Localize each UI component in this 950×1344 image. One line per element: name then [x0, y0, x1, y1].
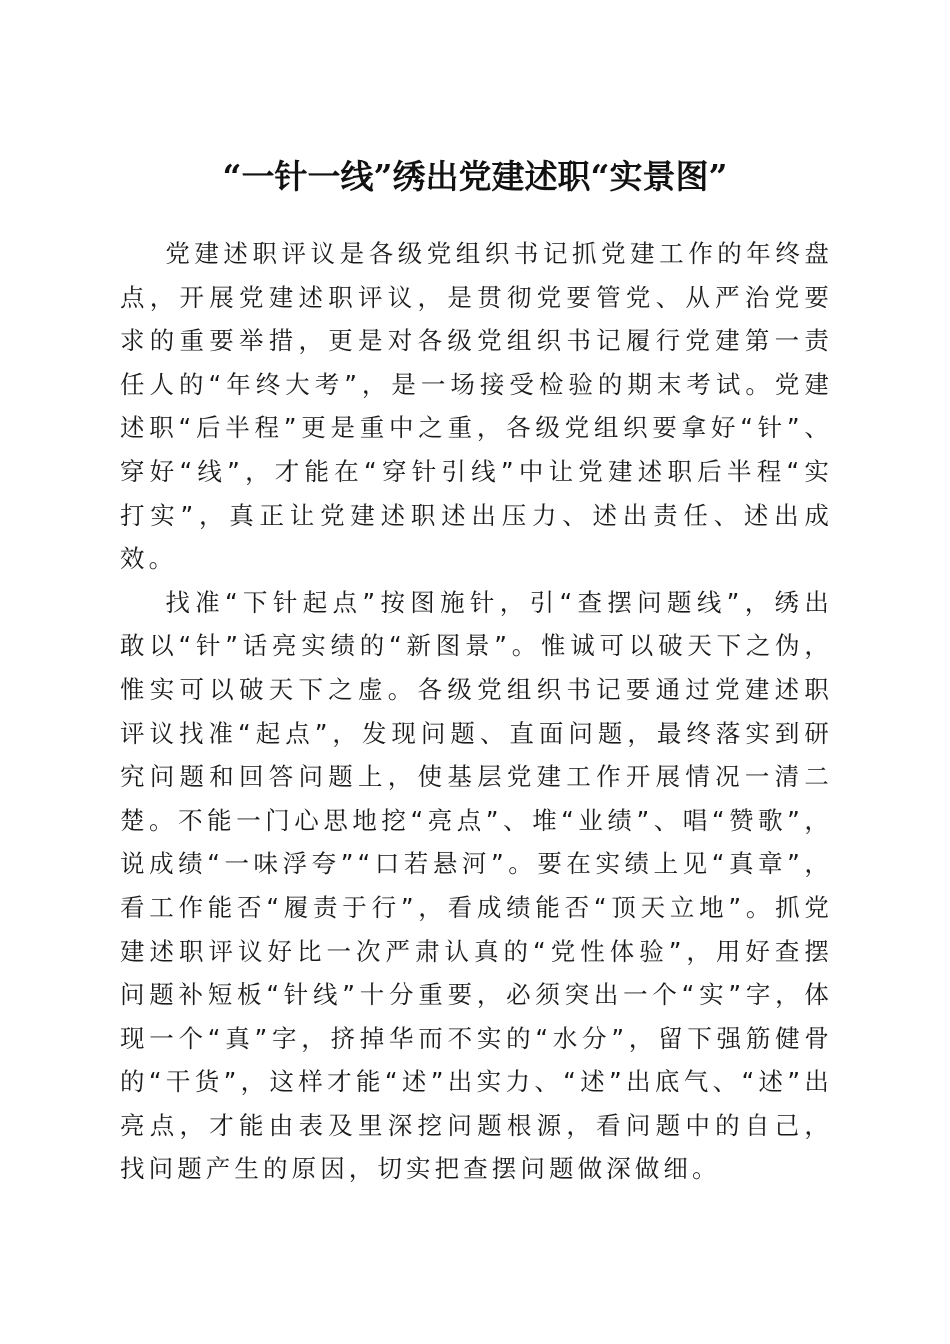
document-body	[120, 232, 833, 1191]
paragraph-1: 党建述职评议是各级党组织书记抓党建工作的年终盘点，开展党建述职评议，是贯彻党要管党、从严治党要求的重要举措，更是对各级党组织书记履行党建第一责任人的“年终大考”，是一场接受检验的期末考试。党建述职“后半程”更是重中之重，各级党组织要拿好“针”、穿好“线”，才能在“穿针引线”中让党建述职后半程“实打实”，真正让党建述职述出压力、述出责任、述出成效。	[120, 239, 833, 574]
document-title: “一针一线”绣出党建述职“实景图”	[222, 157, 728, 197]
paragraph-2: 找准“下针起点”按图施针，引“查摆问题线”，绣出敢以“针”话亮实绩的“新图景”。惟诚可以破天下之伪，惟实可以破天下之虚。各级党组织书记要通过党建述职评议找准“起点”，发现问题、直面问题，最终落实到研究问题和回答问题上，使基层党建工作开展情况一清二楚。不能一门心思地挖“亮点”、堆“业绩”、唱“赞歌”，说成绩“一味浮夸”“口若悬河”。要在实绩上见“真章”，看工作能否“履责于行”，看成绩能否“顶天立地”。抓党建述职评议好比一次严肃认真的“党性体验”，用好查摆问题补短板“针线”十分重要，必须突出一个“实”字，体现一个“真”字，挤掉华而不实的“水分”，留下强筋健骨的“干货”，这样才能“述”出实力、“述”出底气、“述”出亮点，才能由表及里深挖问题根源，看问题中的自己，找问题产生的原因，切实把查摆问题做深做细。	[120, 587, 833, 1184]
